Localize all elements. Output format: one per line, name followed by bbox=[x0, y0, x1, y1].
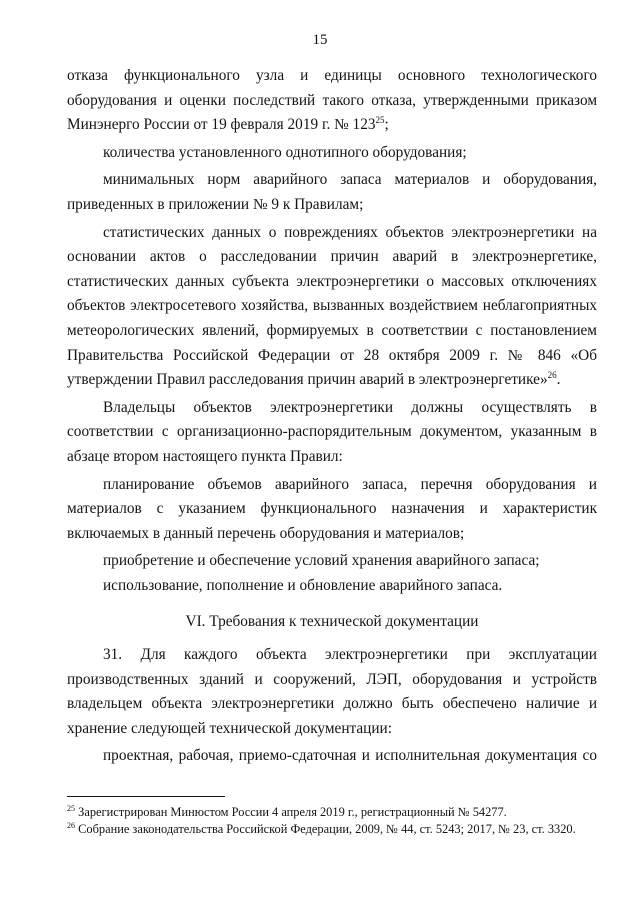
paragraph-5: Владельцы объектов электроэнергетики должны осуществлять в соответствии с организационно-распорядительным документом, указанным в абзаце втором настоящего пункта Правил: bbox=[67, 398, 597, 465]
paragraph-6: планирование объемов аварийного запаса, перечня оборудования и материалов с указанием функционального назначения и характеристик включаемых в данный перечень оборудования и материалов; bbox=[67, 475, 597, 542]
paragraph-1: отказа функционального узла и единицы основного технологического оборудования и оценки последствий такого отказа, утвержденными приказом Минэнерго России от 19 февраля 2019 г. № $123^{25}$; bbox=[67, 67, 597, 134]
footnote-26: $^{26}$ Собрание законодательства Российской Федерации, 2009, № 44, ст. 5243; 2017, № 23, ст. 3320. bbox=[67, 820, 576, 836]
paragraph-2: количества установленного однотипного оборудования; bbox=[103, 143, 467, 161]
paragraph-7: приобретение и обеспечение условий хранения аварийного запаса; bbox=[103, 552, 540, 570]
paragraph-4: статистических данных о повреждениях объектов электроэнергетики на основании актов о расследовании причин аварий в электроэнергетике, статистических данных субъекта электроэнергетики о массовых отключениях объектов электросетевого хозяйства, вызванных воздействием неблагоприятных метеорологических явлений, формируемых в соответствии с постановлением Правительства Российской Федерации от 28 октября 2009 г. № 846 «Об утверждении Правил расследования причин аварий в электроэнергетике»$^{26}$. bbox=[67, 223, 597, 389]
footnote-ref-25[interactable]: 25 bbox=[375, 115, 385, 126]
section-heading: VI. Требования к технической документации bbox=[185, 613, 479, 631]
page-number: 15 bbox=[312, 32, 328, 48]
footnote-ref-26[interactable]: 26 bbox=[547, 370, 557, 381]
footnote-divider bbox=[67, 796, 225, 797]
footnotes bbox=[67, 804, 597, 838]
paragraph-3: минимальных норм аварийного запаса материалов и оборудования, приведенных в приложении № 9 к Правилам; bbox=[67, 171, 597, 213]
footnote-25: $^{25}$ Зарегистрирован Минюстом России 4 апреля 2019 г., регистрационный № 54277. bbox=[67, 803, 507, 819]
paragraph-8: использование, пополнение и обновление аварийного запаса. bbox=[103, 576, 503, 594]
document-body bbox=[67, 64, 597, 769]
paragraph-11: проектная, рабочая, приемо-сдаточная и исполнительная документация со bbox=[103, 747, 597, 765]
paragraph-clause-31: 31. Для каждого объекта электроэнергетики при эксплуатации производственных зданий и сооружений, ЛЭП, оборудования и устройств владельцем объекта электроэнергетики должно быть обеспечено наличие и хранение следующей технической документации: bbox=[67, 646, 597, 737]
